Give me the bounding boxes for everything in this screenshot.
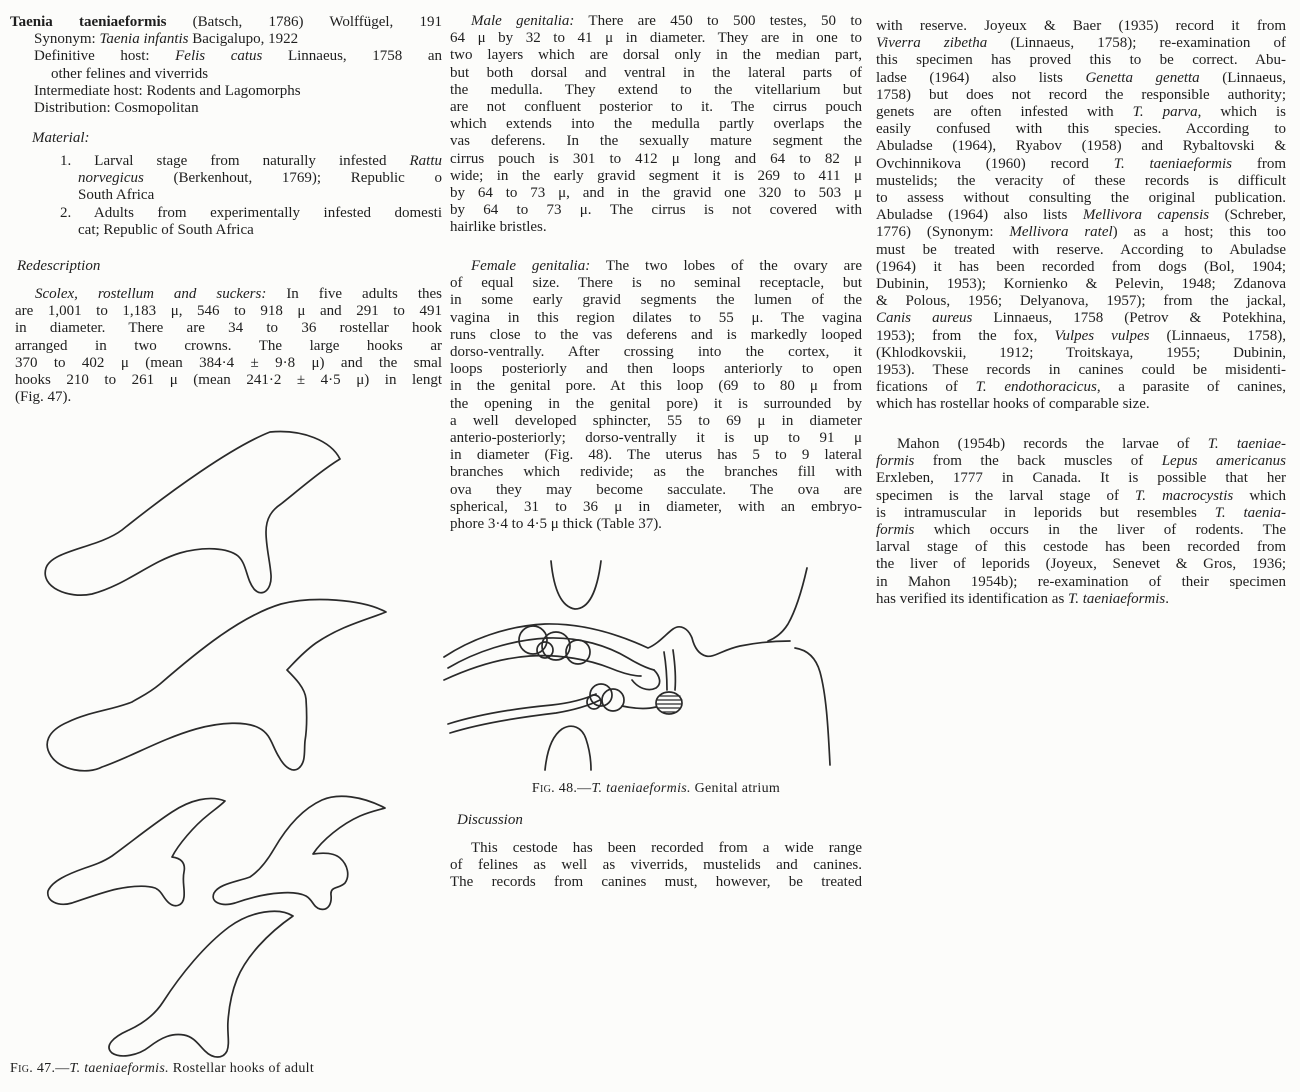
large-hook-1 (45, 432, 340, 596)
text-line: of equal size. There is no seminal receptacle, but (450, 275, 862, 292)
host-records-paragraph (876, 18, 1286, 414)
text-line: but both dorsal and ventral in the lateral parts of (450, 64, 862, 81)
fig48-caption (450, 780, 862, 797)
text-line: must be treated with reserve. According to Abuladse (876, 241, 1286, 258)
text-line: in diameter (Fig. 48). The uterus has 5 to 9 lateral (450, 447, 862, 464)
small-hook-right (213, 796, 385, 909)
fig47-rostellar-hooks-drawing (0, 400, 440, 1080)
proglottid-margin-top (551, 561, 601, 609)
text-line: specimen is the larval stage of T. macrocystis which (876, 487, 1286, 504)
text-line: 1776) (Synonym: Mellivora ratel) as a host; this too (876, 224, 1287, 241)
redescription-heading (10, 258, 442, 275)
text-line: vas deferens. In the sexually mature segment the (450, 133, 862, 150)
text-line: Abuladse (1964) also lists Mellivora capensis (Schreber, (876, 207, 1287, 224)
text-line: & Polous, 1956; Delyanova, 1957); from the jackal, (876, 293, 1286, 310)
text-line: Male genitalia: There are 450 to 500 testes, 50 to (471, 13, 862, 29)
text-line: Dubinin, 1953); Kornienko & Pelevin, 1948; Zdanova (876, 276, 1286, 293)
text-line: fications of T. endothoracicus, a parasite of canines, (876, 379, 1286, 396)
text-line: is intramuscular in leporids but resembles T. taenia- (876, 504, 1286, 521)
material-heading (10, 130, 442, 147)
text-line: formis from the back muscles of Lepus americanus (876, 453, 1287, 470)
text-line: formis which occurs in the liver of rodents. The (876, 522, 1286, 539)
text-line: easily confused with this species. According to (876, 121, 1286, 138)
text-line: Intermediate host: Rodents and Lagomorphs (34, 82, 301, 99)
text-line: Redescription (17, 258, 101, 274)
fig48-genital-atrium-drawing (430, 545, 860, 780)
text-line: ladse (1964) also lists Genetta genetta (Linnaeus, (876, 69, 1286, 86)
text-line: Mahon (1954b) records the larvae of T. taeniae- (897, 436, 1286, 452)
proglottid-margin-bottom (545, 726, 591, 770)
text-line: Fig. 48.—T. taeniaeformis. Genital atrium (531, 781, 781, 796)
text-line: 2. Adults from experimentally infested domesti (60, 204, 442, 221)
text-line: ova they may become sacculate. The ova are (450, 481, 862, 498)
text-line: Distribution: Cosmopolitan (34, 100, 199, 117)
text-line: 1953); from the fox, Vulpes vulpes (Linnaeus, 1758), (876, 327, 1286, 344)
text-line: Material: (32, 130, 90, 146)
text-line: in some early gravid segments the lumen of the (450, 292, 862, 309)
text-line: vagina in this region dilates to 55 μ. The vagina (450, 309, 862, 326)
text-line: hooks 210 to 261 μ (mean 241·2 ± 4·5 μ) in lengt (15, 372, 442, 389)
text-line: has verified its identification as T. taeniaeformis. (876, 590, 1170, 607)
text-line: larval stage of this cestode has been recorded from (876, 539, 1286, 556)
fig47-caption (10, 1060, 442, 1077)
text-line: 64 μ by 32 to 41 μ in diameter. They are in one to (450, 30, 862, 47)
text-line: a well developed sphincter, 55 to 69 μ in diameter (450, 412, 862, 429)
text-line: in the genital pore. At this loop (69 to 80 μ from (450, 378, 862, 395)
text-line: cat; Republic of South Africa (78, 221, 254, 238)
text-line: by 64 to 73 μ, and in the gravid one 320 to 503 μ (450, 185, 862, 202)
text-line: 1953). These records in canines could be misidenti- (876, 362, 1286, 379)
female-genitalia-paragraph (450, 258, 862, 533)
tube-curl-end (632, 670, 660, 690)
text-line: of felines as well as viverrids, mustelids and canines. (450, 857, 862, 874)
text-line: This cestode has been recorded from a wide range (471, 840, 862, 856)
discussion-paragraph (450, 840, 862, 892)
text-line: Ovchinnikova (1960) record T. taeniaeformis from (876, 155, 1286, 172)
text-line: (1964) it has been recorded from dogs (Bol, 1904; (876, 258, 1286, 275)
text-line: South Africa (78, 187, 155, 204)
text-line: the liver of leporids (Joyeux, Senevet & Gros, 1936; (876, 556, 1286, 573)
text-line: runs close to the vas deferens and is markedly looped (450, 326, 862, 343)
genital-duct-left-wall (664, 652, 667, 690)
text-line: mustelids; the veracity of these records is difficult (876, 172, 1286, 189)
text-line: to assess without consulting the original publication. (876, 190, 1286, 207)
species-header (10, 14, 442, 117)
text-line: Erxleben, 1777 in Canada. It is possible that her (876, 470, 1286, 487)
small-hook-bottom (109, 911, 293, 1057)
vaginal-sphincter (656, 692, 682, 714)
text-line: Discussion (457, 812, 523, 828)
discussion-heading (450, 812, 862, 829)
text-line: 1. Larval stage from naturally infested Rattu (60, 153, 442, 169)
small-hook-left (48, 798, 225, 905)
text-line: the medulla. They extend to the vitellarium but (450, 81, 862, 98)
cirrus-coil-3 (566, 640, 590, 664)
text-line: The records from canines must, however, be treated (450, 874, 862, 891)
text-line: hairlike bristles. (450, 219, 547, 236)
text-line: two layers which are dorsal only in the median part, (450, 47, 862, 64)
text-line: norvegicus (Berkenhout, 1769); Republic o (78, 170, 442, 187)
text-line: this specimen has proved this to be correct. Abu- (876, 52, 1286, 69)
text-line: Abuladse (1964), Ryabov (1958) and Rybaltovski & (876, 138, 1286, 155)
text-line: (Khlodkovskii, 1912; Troitskaya, 1955; Dubinin, (876, 344, 1286, 361)
text-line: Canis aureus Linnaeus, 1758 (Petrov & Potekhina, (876, 310, 1286, 327)
text-line: the opening in the genital pore) it is surrounded by (450, 395, 862, 412)
text-line: phore 3·4 to 4·5 μ thick (Table 37). (450, 516, 662, 533)
text-line: are not confluent posterior to it. The cirrus pouch (450, 99, 862, 116)
vagina-coil-2 (602, 689, 624, 711)
text-line: Synonym: Taenia infantis Bacigalupo, 1922 (34, 31, 299, 48)
text-line: 1758) but does not record the responsible authority; (876, 86, 1286, 103)
vas-deferens-tube (444, 656, 641, 680)
text-line: genets are often infested with T. parva, which is (876, 104, 1286, 121)
text-line: in diameter. There are 34 to 36 rostellar hook (15, 320, 442, 337)
text-line: spherical, 31 to 36 μ in diameter, with an embryo- (450, 498, 862, 515)
text-line: Scolex, rostellum and suckers: In five adults thes (35, 286, 442, 302)
text-line: other felines and viverrids (51, 65, 209, 82)
text-line: wide; in the early gravid segment it is 269 to 411 μ (450, 167, 862, 184)
text-line: in Mahon 1954b); re-examination of their specimen (876, 573, 1286, 590)
material-list (10, 153, 442, 239)
text-line: Fig. 47.—T. taeniaeformis. Rostellar hooks of adult (10, 1061, 315, 1076)
text-line: Viverra zibetha (Linnaeus, 1758); re-examination of (876, 35, 1286, 52)
text-line: by 64 to 73 μ. The cirrus is not covered with (450, 202, 862, 219)
text-line: anterio-posteriorly; dorso-ventrally it is up to 91 μ (450, 430, 862, 447)
scolex-paragraph (10, 286, 442, 406)
text-line: branches which redivide; as the branches fill with (450, 464, 862, 481)
large-hook-2 (47, 600, 386, 771)
vagina-to-sphincter (622, 706, 656, 708)
text-line: cirrus pouch is 301 to 412 μ long and 64 to 82 μ (450, 150, 862, 167)
text-line: arranged in two crowns. The large hooks ar (15, 337, 442, 354)
text-line: 370 to 402 μ (mean 384·4 ± 9·8 μ) and the smal (15, 354, 442, 371)
text-line: (Fig. 47). (15, 389, 72, 406)
male-genitalia-paragraph (450, 13, 862, 237)
genital-duct-right-wall (673, 650, 675, 690)
text-line: which has rostellar hooks of comparable size. (876, 396, 1150, 413)
text-line: which extends into the medulla partly overlaps the (450, 116, 862, 133)
text-line: loops posteriorly and then loops anteriorly to open (450, 361, 862, 378)
text-line: Definitive host: Felis catus Linnaeus, 1758 an (34, 48, 442, 65)
text-line: dorso-ventrally. After crossing into the cortex, it (450, 344, 862, 361)
mahon-larvae-paragraph (876, 436, 1286, 608)
text-line: with reserve. Joyeux & Baer (1935) record it from (876, 18, 1286, 34)
text-line: Female genitalia: The two lobes of the ovary are (471, 258, 862, 274)
body-outline-lower-right (795, 648, 830, 765)
text-line: Taenia taeniaeformis (Batsch, 1786) Wolffügel, 191 (10, 14, 442, 30)
text-line: are 1,001 to 1,183 μ, 546 to 918 μ and 291 to 491 (15, 303, 442, 320)
body-outline-upper-right (768, 568, 807, 641)
